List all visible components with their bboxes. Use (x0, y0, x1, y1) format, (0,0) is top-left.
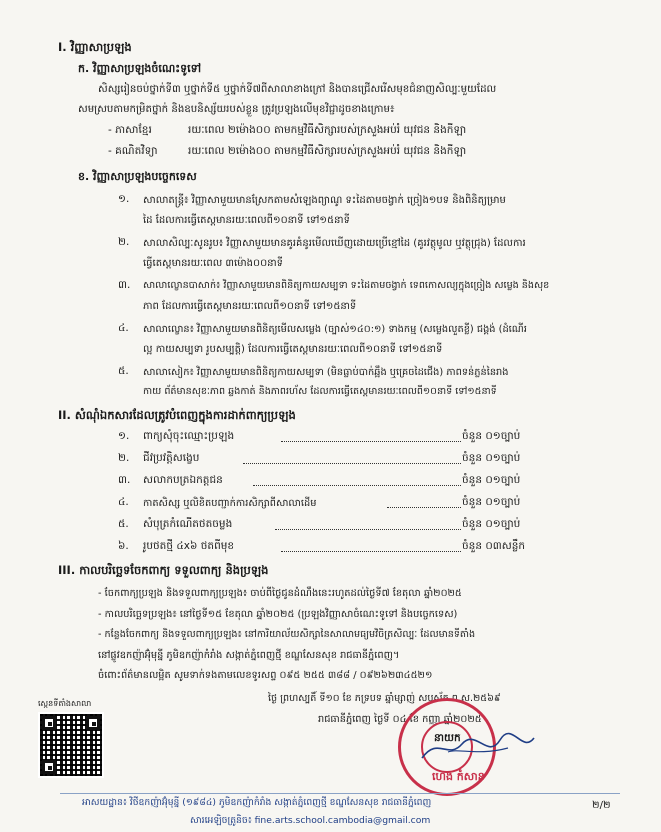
item-text: ធ្វើតេស្តមានរយៈពេល ៣ម៉ោង០០នាទី (143, 258, 284, 269)
qr-caption: ស្កេនទីតាំងសាលា (38, 699, 92, 708)
date-lunar: ថ្ងៃ ព្រហស្បតិ៍ ទី១០ ខែ ភទ្របទ ឆ្នាំម្សាញ់ សប្តស័ក ព.ស.២៥៦៩ (268, 693, 501, 704)
location-qr-code (38, 712, 104, 778)
item-number: ៣. (118, 474, 131, 486)
section-2-heading: II. សំណុំឯកសារដែលត្រូវបំពេញក្នុងការដាក់ពាក្យប្រឡង (58, 408, 296, 422)
dotted-leader (387, 498, 461, 508)
section-1a-heading: ក. វិញ្ញាសាប្រឡងចំណេះទូទៅ (78, 62, 202, 75)
item-text: ល្អ កាយសម្បទា រូបសម្បត្តិ) ដែលការធ្វើតេស្តមានរយៈពេលពី១០នាទី ទៅ១៥នាទី (143, 344, 443, 355)
director-name: ហេង កំសាន (432, 770, 485, 783)
dotted-leader (281, 432, 461, 442)
item-text: ភាព ដែលការធ្វើតេស្តមានរយៈពេលពី១០នាទី ទៅ១៥នាទី (143, 301, 357, 312)
subject-label: - គណិតវិទ្យា (108, 145, 158, 157)
item-number: ៣. (118, 279, 131, 291)
section-1b-heading: ខ. វិញ្ញាសាប្រឡងបច្ចេកទេស (78, 170, 197, 183)
doc-label: រូបថតថ្មី ៤x៦ ថតពីមុខ (143, 540, 235, 552)
item-text: កាយ ព័ត៌មានសុខៈភាព ឆ្លងកាត់ និងភាពរហ័ស ដែលការធ្វើតេស្តមានរយៈពេលពី១០នាទី ទៅ១៥នាទី (143, 386, 497, 397)
signature-scribble (418, 730, 538, 766)
item-text: ដៃ ដែលការធ្វើតេស្តមានរយៈពេលពី១០នាទី ទៅ១៥នាទី (143, 215, 350, 226)
section-1a-intro-1: សិស្សរៀនចប់ថ្នាក់ទី៣ ឬថ្នាក់ទី៥ ឬថ្នាក់ទី៧ពីសាលាខាងក្រៅ និងបានជ្រើសរើសមុខជំនាញសិល្បៈមួយដែល (98, 84, 497, 95)
doc-count: ចំនួន ០១ច្បាប់ (462, 496, 521, 508)
doc-count: ចំនួន ០១ច្បាប់ (462, 452, 521, 464)
item-text: សាលាល្ខោន៖ វិញ្ញាសាមួយមានពិនិត្យមើលសម្លេង (ច្បាស់១៤០:១) ទាងកម្ម (សម្លេងលួតខ្លី) ជង្គង់ (ដំណើរ (143, 324, 527, 335)
doc-label: កាតសិស្ស ឬលិខិតបញ្ជាក់ការសិក្សាពីសាលាដើម (143, 498, 317, 509)
subject-text: រយៈពេល ២ម៉ោង០០ តាមកម្មវិធីសិក្សារបស់ក្រសួងអប់រំ យុវជន និងកីឡា (188, 145, 467, 157)
footer-email: សារអេឡិចត្រូនិច៖ fine.arts.school.cambodia@gmail.com (190, 815, 431, 826)
director-title: នាយក (434, 732, 461, 744)
item-number: ២. (118, 236, 130, 248)
item-number: ៥. (118, 365, 129, 377)
dotted-leader (243, 454, 461, 464)
dotted-leader (281, 542, 461, 552)
item-number: ៦. (118, 540, 129, 552)
footer-divider (60, 793, 620, 794)
dotted-leader (275, 520, 461, 530)
section-3-heading: III. កាលបរិច្ឆេទចែកពាក្យ ទទួលពាក្យ និងប្រឡង (58, 563, 269, 577)
date-solar: រាជធានីភ្នំពេញ ថ្ងៃទី ០៤ ខែ កញ្ញា ឆ្នាំ២០២៥ (318, 714, 482, 725)
item-text: សាលាសិល្បៈសូនរូប៖ វិញ្ញាសាមួយមានគូរគំនូរមើលឃើញដោយប្រើខ្មៅដៃ (គូរវត្ថុមូល ឬវត្ថុជ្រុង) ដែលការ (143, 238, 526, 249)
item-number: ១. (118, 193, 130, 205)
schedule-line: នៅផ្លូវឧកញ៉ាអ៊ុំមុន្នី ភូមិឧកញ៉ាកំរាំង សង្កាត់ភ្នំពេញថ្មី ខណ្ឌសែនសុខ រាជធានីភ្នំពេញ។ (98, 650, 400, 661)
schedule-line: - កាលបរិច្ឆេទប្រឡង៖ នៅថ្ងៃទី១៥ ខែតុលា ឆ្នាំ២០២៥ (ប្រឡងវិញ្ញាសាចំណេះទូទៅ និងបច្ចេកទេស) (98, 609, 458, 620)
doc-label: សំបុត្រកំណើតថតចម្លង (143, 518, 233, 530)
item-number: ៥. (118, 518, 129, 530)
contact-line: ចំពោះព័ត៌មានលម្អិត សូមទាក់ទងតាមលេខទូរសព្ទ ០៩៥ ២៥៥ ៣៨៨ / ០៩២៦២៣៤៥២១ (98, 670, 433, 681)
item-text: សាលាសៀក៖ វិញ្ញាសាមួយមានពិនិត្យកាយសម្បទា (មិនធ្លាប់បាក់ឆ្អឹង ឬគ្រេចដៃជើង) ភាពទន់ភ្លន់នៃរាង (143, 367, 509, 378)
doc-count: ចំនួន ០១ច្បាប់ (462, 518, 521, 530)
doc-label: សលាកបត្រឯកត្តជន (143, 474, 223, 486)
doc-count: ចំនួន ០១ច្បាប់ (462, 430, 521, 442)
footer-address: អាសយដ្ឋាន៖ វិថីឧកញ៉ាអ៊ុំមុន្នី (១៩៨៤) ភូមិឧកញ៉ាកំរាំង សង្កាត់ភ្នំពេញថ្មី ខណ្ឌសែនសុខ រាជធានីភ្នំពេញ (82, 797, 432, 808)
item-number: ១. (118, 430, 130, 442)
doc-label: ពាក្យសុំចុះឈ្មោះប្រឡង (143, 430, 235, 442)
doc-count: ចំនួន ០១ច្បាប់ (462, 474, 521, 486)
schedule-line: - ចែកពាក្យប្រឡង និងទទួលពាក្យប្រឡង៖ ចាប់ពីថ្ងៃជូនដំណឹងនេះរហូតដល់ថ្ងៃទី៧ ខែតុលា ឆ្នាំ២០២៥ (98, 588, 462, 599)
doc-label: ជីវប្រវត្តិសង្ខេប (143, 452, 200, 464)
item-text: សាលាតន្ត្រី៖ វិញ្ញាសាមួយមានស្រែកតាមសំឡេងព្យាណូ ទះដៃតាមចង្វាក់ ច្រៀង១បទ និងពិនិត្យម្រាម (143, 195, 506, 206)
schedule-line: - កន្លែងចែកពាក្យ និងទទួលពាក្យប្រឡង៖ នៅការិយាល័យសិក្សានៃសាលាមធ្យមវិចិត្រសិល្បៈ ដែលមានទីតាំង (98, 629, 476, 640)
item-number: ៤. (118, 322, 129, 334)
item-number: ២. (118, 452, 130, 464)
item-text: សាលាល្ខោនបាសាក់៖ វិញ្ញាសាមួយមានពិនិត្យកាយសម្បទា ទះដៃតាមចង្វាក់ ទេពកោសល្យក្នុងច្រៀង សម្លេង និងសុខ (143, 280, 550, 291)
dotted-leader (253, 476, 461, 486)
doc-count: ចំនួន ០៣សន្លឹក (462, 540, 526, 552)
page-number: ២/២ (592, 800, 611, 811)
subject-label: - ភាសាខ្មែរ (108, 124, 152, 136)
item-number: ៤. (118, 496, 129, 508)
section-1-heading: I. វិញ្ញាសាប្រឡង (58, 40, 132, 54)
section-1a-intro-2: សមស្របតាមកម្រិតថ្នាក់ និងឧបនិស្ស័យរបស់ខ្លួន ត្រូវប្រឡងលើមុខវិជ្ជាដូចខាងក្រោម៖ (78, 104, 395, 115)
subject-text: រយៈពេល ២ម៉ោង០០ តាមកម្មវិធីសិក្សារបស់ក្រសួងអប់រំ យុវជន និងកីឡា (188, 124, 467, 136)
